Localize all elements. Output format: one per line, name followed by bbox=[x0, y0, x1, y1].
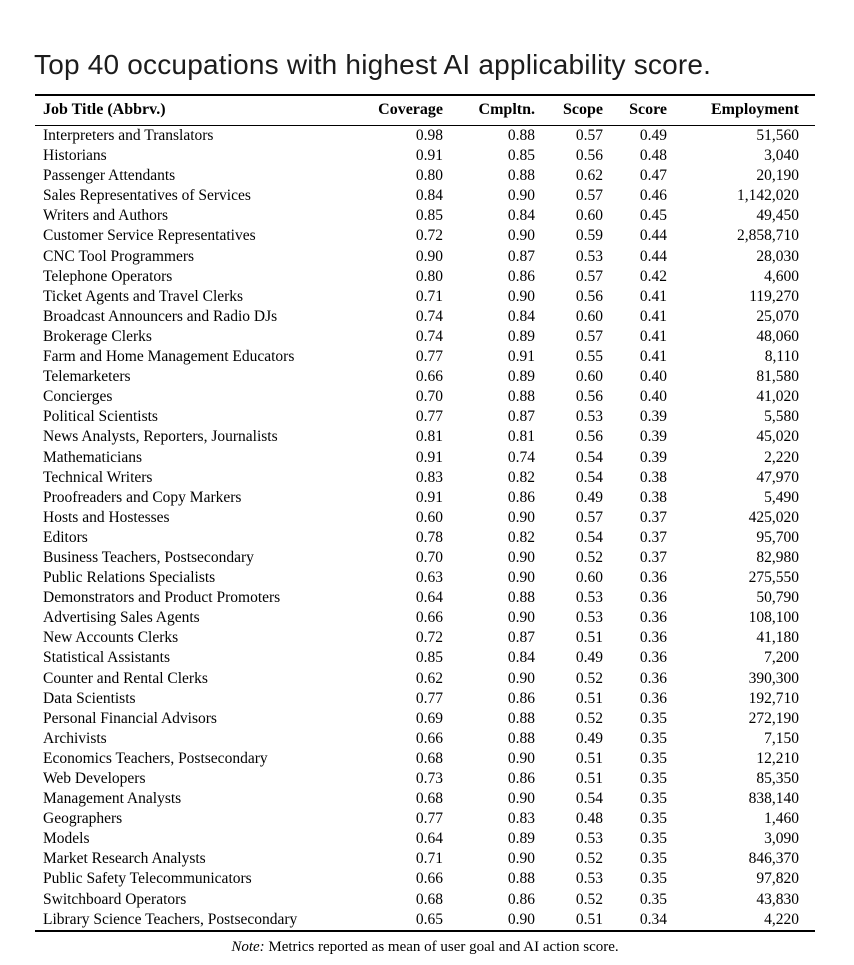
scope-cell: 0.56 bbox=[575, 287, 603, 305]
score-cell: 0.36 bbox=[639, 689, 667, 707]
scope-cell: 0.59 bbox=[575, 227, 603, 245]
scope-cell: 0.53 bbox=[575, 870, 603, 888]
score-cell: 0.48 bbox=[639, 147, 667, 165]
coverage-cell: 0.66 bbox=[415, 729, 443, 747]
coverage-cell: 0.91 bbox=[415, 448, 443, 466]
score-cell: 0.47 bbox=[639, 167, 667, 185]
scope-cell: 0.60 bbox=[575, 207, 603, 225]
cmpltn-cell: 0.86 bbox=[507, 689, 535, 707]
coverage-cell: 0.78 bbox=[415, 528, 443, 546]
job-title-cell: Business Teachers, Postsecondary bbox=[43, 548, 254, 566]
score-cell: 0.41 bbox=[639, 287, 667, 305]
scope-cell: 0.53 bbox=[575, 408, 603, 426]
occupations-table bbox=[35, 94, 815, 932]
coverage-cell: 0.68 bbox=[415, 890, 443, 908]
cmpltn-cell: 0.90 bbox=[507, 227, 535, 245]
score-cell: 0.36 bbox=[639, 649, 667, 667]
table-row bbox=[35, 709, 815, 729]
table-row bbox=[35, 186, 815, 206]
cmpltn-cell: 0.89 bbox=[507, 327, 535, 345]
score-cell: 0.44 bbox=[639, 227, 667, 245]
coverage-cell: 0.77 bbox=[415, 408, 443, 426]
cmpltn-cell: 0.86 bbox=[507, 488, 535, 506]
score-cell: 0.35 bbox=[639, 890, 667, 908]
score-cell: 0.35 bbox=[639, 749, 667, 767]
employment-cell: 41,180 bbox=[756, 629, 799, 647]
employment-cell: 838,140 bbox=[748, 790, 799, 808]
score-cell: 0.39 bbox=[639, 448, 667, 466]
table-row bbox=[35, 588, 815, 608]
score-cell: 0.36 bbox=[639, 629, 667, 647]
cmpltn-cell: 0.88 bbox=[507, 167, 535, 185]
score-cell: 0.41 bbox=[639, 327, 667, 345]
coverage-cell: 0.98 bbox=[415, 127, 443, 144]
table-row bbox=[35, 508, 815, 528]
job-title-cell: Editors bbox=[43, 528, 88, 546]
employment-cell: 20,190 bbox=[756, 167, 799, 185]
scope-cell: 0.51 bbox=[575, 689, 603, 707]
table-body bbox=[35, 126, 815, 931]
score-cell: 0.40 bbox=[639, 368, 667, 386]
note-prefix: Note: bbox=[231, 938, 269, 955]
table-row bbox=[35, 769, 815, 789]
job-title-cell: Proofreaders and Copy Markers bbox=[43, 488, 242, 506]
scope-cell: 0.57 bbox=[575, 327, 603, 345]
table-row bbox=[35, 247, 815, 267]
scope-cell: 0.56 bbox=[575, 147, 603, 165]
cmpltn-cell: 0.90 bbox=[507, 749, 535, 767]
score-cell: 0.35 bbox=[639, 870, 667, 888]
job-title-cell: Mathematicians bbox=[43, 448, 142, 466]
employment-cell: 7,200 bbox=[764, 649, 799, 667]
employment-cell: 45,020 bbox=[756, 428, 799, 446]
table-row bbox=[35, 669, 815, 689]
job-title-cell: Counter and Rental Clerks bbox=[43, 669, 208, 687]
table-row bbox=[35, 890, 815, 910]
scope-cell: 0.52 bbox=[575, 890, 603, 908]
table-note bbox=[35, 939, 815, 956]
col-header-score: Score bbox=[603, 95, 667, 126]
table-row bbox=[35, 166, 815, 186]
scope-cell: 0.51 bbox=[575, 749, 603, 767]
cmpltn-cell: 0.90 bbox=[507, 609, 535, 627]
coverage-cell: 0.66 bbox=[415, 609, 443, 627]
coverage-cell: 0.77 bbox=[415, 689, 443, 707]
table-row bbox=[35, 749, 815, 769]
score-cell: 0.36 bbox=[639, 609, 667, 627]
score-cell: 0.36 bbox=[639, 589, 667, 607]
scope-cell: 0.52 bbox=[575, 548, 603, 566]
employment-cell: 50,790 bbox=[756, 589, 799, 607]
table-row bbox=[35, 427, 815, 447]
cmpltn-cell: 0.91 bbox=[507, 348, 535, 366]
job-title-cell: News Analysts, Reporters, Journalists bbox=[43, 428, 278, 446]
employment-cell: 49,450 bbox=[756, 207, 799, 225]
table-row bbox=[35, 689, 815, 709]
job-title-cell: Library Science Teachers, Postsecondary bbox=[43, 910, 298, 928]
score-cell: 0.35 bbox=[639, 810, 667, 828]
cmpltn-cell: 0.89 bbox=[507, 830, 535, 848]
cmpltn-cell: 0.82 bbox=[507, 468, 535, 486]
score-cell: 0.38 bbox=[639, 488, 667, 506]
scope-cell: 0.52 bbox=[575, 709, 603, 727]
employment-cell: 390,300 bbox=[748, 669, 799, 687]
table-row bbox=[35, 568, 815, 588]
employment-cell: 85,350 bbox=[756, 770, 799, 787]
job-title-cell: Ticket Agents and Travel Clerks bbox=[43, 287, 244, 305]
coverage-cell: 0.74 bbox=[415, 307, 443, 325]
table-row bbox=[35, 809, 815, 829]
score-cell: 0.36 bbox=[639, 569, 667, 587]
note-text: Metrics reported as mean of user goal and AI action score. bbox=[268, 938, 619, 955]
employment-cell: 43,830 bbox=[756, 890, 799, 908]
coverage-cell: 0.68 bbox=[415, 749, 443, 767]
scope-cell: 0.54 bbox=[575, 790, 603, 808]
scope-cell: 0.54 bbox=[575, 468, 603, 486]
job-title-cell: Web Developers bbox=[43, 770, 146, 787]
header-row bbox=[35, 95, 815, 126]
score-cell: 0.36 bbox=[639, 669, 667, 687]
table-header bbox=[35, 95, 815, 126]
employment-cell: 272,190 bbox=[748, 709, 799, 727]
coverage-cell: 0.60 bbox=[415, 508, 443, 526]
table-row bbox=[35, 407, 815, 427]
score-cell: 0.42 bbox=[639, 267, 667, 285]
job-title-cell: Demonstrators and Product Promoters bbox=[43, 589, 281, 607]
score-cell: 0.35 bbox=[639, 770, 667, 787]
cmpltn-cell: 0.90 bbox=[507, 569, 535, 587]
job-title-cell: Writers and Authors bbox=[43, 207, 169, 225]
coverage-cell: 0.91 bbox=[415, 488, 443, 506]
coverage-cell: 0.70 bbox=[415, 388, 443, 406]
table-row bbox=[35, 729, 815, 749]
scope-cell: 0.51 bbox=[575, 770, 603, 787]
coverage-cell: 0.66 bbox=[415, 368, 443, 386]
score-cell: 0.40 bbox=[639, 388, 667, 406]
table-row bbox=[35, 287, 815, 307]
cmpltn-cell: 0.89 bbox=[507, 368, 535, 386]
scope-cell: 0.60 bbox=[575, 569, 603, 587]
coverage-cell: 0.85 bbox=[415, 207, 443, 225]
employment-cell: 82,980 bbox=[756, 548, 799, 566]
coverage-cell: 0.68 bbox=[415, 790, 443, 808]
employment-cell: 8,110 bbox=[764, 348, 799, 366]
coverage-cell: 0.85 bbox=[415, 649, 443, 667]
score-cell: 0.49 bbox=[639, 127, 667, 144]
job-title-cell: CNC Tool Programmers bbox=[43, 247, 195, 265]
employment-cell: 1,460 bbox=[764, 810, 799, 828]
score-cell: 0.35 bbox=[639, 830, 667, 848]
cmpltn-cell: 0.86 bbox=[507, 267, 535, 285]
table-row bbox=[35, 387, 815, 407]
col-header-cmpltn: Cmpltn. bbox=[443, 95, 535, 126]
cmpltn-cell: 0.74 bbox=[507, 448, 535, 466]
employment-cell: 48,060 bbox=[756, 327, 799, 345]
cmpltn-cell: 0.88 bbox=[507, 589, 535, 607]
scope-cell: 0.54 bbox=[575, 528, 603, 546]
table-row bbox=[35, 206, 815, 226]
score-cell: 0.35 bbox=[639, 709, 667, 727]
scope-cell: 0.56 bbox=[575, 428, 603, 446]
score-cell: 0.41 bbox=[639, 307, 667, 325]
table-row bbox=[35, 468, 815, 488]
cmpltn-cell: 0.90 bbox=[507, 548, 535, 566]
job-title-cell: Historians bbox=[43, 147, 107, 165]
cmpltn-cell: 0.88 bbox=[507, 709, 535, 727]
col-header-employment: Employment bbox=[667, 95, 815, 126]
table-row bbox=[35, 608, 815, 628]
cmpltn-cell: 0.87 bbox=[507, 408, 535, 426]
employment-cell: 7,150 bbox=[764, 729, 799, 747]
employment-cell: 275,550 bbox=[748, 569, 799, 587]
coverage-cell: 0.80 bbox=[415, 267, 443, 285]
employment-cell: 97,820 bbox=[756, 870, 799, 888]
job-title-cell: Interpreters and Translators bbox=[43, 127, 214, 144]
coverage-cell: 0.62 bbox=[415, 669, 443, 687]
job-title-cell: Models bbox=[43, 830, 90, 848]
scope-cell: 0.51 bbox=[575, 629, 603, 647]
job-title-cell: Data Scientists bbox=[43, 689, 136, 707]
table-row bbox=[35, 226, 815, 246]
coverage-cell: 0.63 bbox=[415, 569, 443, 587]
scope-cell: 0.54 bbox=[575, 448, 603, 466]
table-row bbox=[35, 789, 815, 809]
cmpltn-cell: 0.81 bbox=[507, 428, 535, 446]
scope-cell: 0.56 bbox=[575, 388, 603, 406]
employment-cell: 1,142,020 bbox=[737, 187, 799, 205]
scope-cell: 0.52 bbox=[575, 850, 603, 868]
col-header-coverage: Coverage bbox=[345, 95, 443, 126]
table-row bbox=[35, 448, 815, 468]
job-title-cell: Broadcast Announcers and Radio DJs bbox=[43, 307, 278, 325]
coverage-cell: 0.77 bbox=[415, 348, 443, 366]
cmpltn-cell: 0.86 bbox=[507, 770, 535, 787]
cmpltn-cell: 0.90 bbox=[507, 790, 535, 808]
scope-cell: 0.57 bbox=[575, 508, 603, 526]
score-cell: 0.44 bbox=[639, 247, 667, 265]
table-row bbox=[35, 548, 815, 568]
coverage-cell: 0.74 bbox=[415, 327, 443, 345]
scope-cell: 0.53 bbox=[575, 247, 603, 265]
employment-cell: 12,210 bbox=[756, 749, 799, 767]
scope-cell: 0.52 bbox=[575, 669, 603, 687]
employment-cell: 4,220 bbox=[764, 910, 799, 928]
cmpltn-cell: 0.82 bbox=[507, 528, 535, 546]
employment-cell: 3,090 bbox=[764, 830, 799, 848]
scope-cell: 0.55 bbox=[575, 348, 603, 366]
employment-cell: 3,040 bbox=[764, 147, 799, 165]
cmpltn-cell: 0.84 bbox=[507, 207, 535, 225]
cmpltn-cell: 0.90 bbox=[507, 508, 535, 526]
employment-cell: 5,580 bbox=[764, 408, 799, 426]
coverage-cell: 0.71 bbox=[415, 287, 443, 305]
coverage-cell: 0.69 bbox=[415, 709, 443, 727]
job-title-cell: Concierges bbox=[43, 388, 113, 406]
score-cell: 0.39 bbox=[639, 408, 667, 426]
cmpltn-cell: 0.90 bbox=[507, 669, 535, 687]
score-cell: 0.35 bbox=[639, 790, 667, 808]
table-row bbox=[35, 327, 815, 347]
scope-cell: 0.49 bbox=[575, 649, 603, 667]
cmpltn-cell: 0.88 bbox=[507, 127, 535, 144]
table-row bbox=[35, 528, 815, 548]
score-cell: 0.37 bbox=[639, 528, 667, 546]
job-title-cell: Advertising Sales Agents bbox=[43, 609, 200, 627]
table-row bbox=[35, 307, 815, 327]
job-title-cell: Political Scientists bbox=[43, 408, 158, 426]
score-cell: 0.46 bbox=[639, 187, 667, 205]
job-title-cell: Passenger Attendants bbox=[43, 167, 176, 185]
coverage-cell: 0.77 bbox=[415, 810, 443, 828]
job-title-cell: Public Relations Specialists bbox=[43, 569, 216, 587]
job-title-cell: Sales Representatives of Services bbox=[43, 187, 251, 205]
scope-cell: 0.49 bbox=[575, 729, 603, 747]
coverage-cell: 0.73 bbox=[415, 770, 443, 787]
coverage-cell: 0.64 bbox=[415, 589, 443, 607]
col-header-job-title: Job Title (Abbrv.) bbox=[35, 95, 345, 126]
cmpltn-cell: 0.88 bbox=[507, 729, 535, 747]
employment-cell: 81,580 bbox=[756, 368, 799, 386]
coverage-cell: 0.91 bbox=[415, 147, 443, 165]
coverage-cell: 0.64 bbox=[415, 830, 443, 848]
coverage-cell: 0.65 bbox=[415, 910, 443, 928]
job-title-cell: Archivists bbox=[43, 729, 107, 747]
table-row bbox=[35, 126, 815, 147]
score-cell: 0.35 bbox=[639, 850, 667, 868]
scope-cell: 0.51 bbox=[575, 910, 603, 928]
cmpltn-cell: 0.90 bbox=[507, 287, 535, 305]
job-title-cell: Hosts and Hostesses bbox=[43, 508, 170, 526]
employment-cell: 2,220 bbox=[764, 448, 799, 466]
table-row bbox=[35, 869, 815, 889]
job-title-cell: Switchboard Operators bbox=[43, 890, 187, 908]
employment-cell: 4,600 bbox=[764, 267, 799, 285]
employment-cell: 25,070 bbox=[756, 307, 799, 325]
cmpltn-cell: 0.90 bbox=[507, 187, 535, 205]
employment-cell: 28,030 bbox=[756, 247, 799, 265]
table-row bbox=[35, 628, 815, 648]
cmpltn-cell: 0.87 bbox=[507, 629, 535, 647]
table-row bbox=[35, 488, 815, 508]
job-title-cell: New Accounts Clerks bbox=[43, 629, 179, 647]
job-title-cell: Telephone Operators bbox=[43, 267, 173, 285]
coverage-cell: 0.72 bbox=[415, 629, 443, 647]
table-row bbox=[35, 146, 815, 166]
score-cell: 0.38 bbox=[639, 468, 667, 486]
scope-cell: 0.62 bbox=[575, 167, 603, 185]
score-cell: 0.34 bbox=[639, 910, 667, 928]
table-row bbox=[35, 347, 815, 367]
cmpltn-cell: 0.90 bbox=[507, 850, 535, 868]
table-row bbox=[35, 910, 815, 931]
job-title-cell: Customer Service Representatives bbox=[43, 227, 256, 245]
coverage-cell: 0.66 bbox=[415, 870, 443, 888]
score-cell: 0.41 bbox=[639, 348, 667, 366]
job-title-cell: Management Analysts bbox=[43, 790, 182, 808]
table-row bbox=[35, 267, 815, 287]
score-cell: 0.35 bbox=[639, 729, 667, 747]
page-title: Top 40 occupations with highest AI applicability score. bbox=[34, 49, 712, 80]
scope-cell: 0.57 bbox=[575, 127, 603, 144]
score-cell: 0.39 bbox=[639, 428, 667, 446]
employment-cell: 108,100 bbox=[748, 609, 799, 627]
scope-cell: 0.49 bbox=[575, 488, 603, 506]
scope-cell: 0.53 bbox=[575, 589, 603, 607]
scope-cell: 0.60 bbox=[575, 307, 603, 325]
coverage-cell: 0.72 bbox=[415, 227, 443, 245]
job-title-cell: Technical Writers bbox=[43, 468, 153, 486]
cmpltn-cell: 0.87 bbox=[507, 247, 535, 265]
scope-cell: 0.53 bbox=[575, 830, 603, 848]
table-row bbox=[35, 849, 815, 869]
job-title-cell: Personal Financial Advisors bbox=[43, 709, 217, 727]
scope-cell: 0.60 bbox=[575, 368, 603, 386]
score-cell: 0.45 bbox=[639, 207, 667, 225]
scope-cell: 0.53 bbox=[575, 609, 603, 627]
job-title-cell: Geographers bbox=[43, 810, 123, 828]
coverage-cell: 0.71 bbox=[415, 850, 443, 868]
score-cell: 0.37 bbox=[639, 548, 667, 566]
scope-cell: 0.57 bbox=[575, 187, 603, 205]
table-row bbox=[35, 367, 815, 387]
cmpltn-cell: 0.90 bbox=[507, 910, 535, 928]
cmpltn-cell: 0.84 bbox=[507, 307, 535, 325]
score-cell: 0.37 bbox=[639, 508, 667, 526]
employment-cell: 846,370 bbox=[748, 850, 799, 868]
job-title-cell: Statistical Assistants bbox=[43, 649, 171, 667]
coverage-cell: 0.80 bbox=[415, 167, 443, 185]
employment-cell: 192,710 bbox=[748, 689, 799, 707]
job-title-cell: Telemarketers bbox=[43, 368, 131, 386]
cmpltn-cell: 0.84 bbox=[507, 649, 535, 667]
coverage-cell: 0.83 bbox=[415, 468, 443, 486]
cmpltn-cell: 0.86 bbox=[507, 890, 535, 908]
job-title-cell: Farm and Home Management Educators bbox=[43, 348, 295, 366]
cmpltn-cell: 0.85 bbox=[507, 147, 535, 165]
coverage-cell: 0.81 bbox=[415, 428, 443, 446]
cmpltn-cell: 0.88 bbox=[507, 870, 535, 888]
employment-cell: 425,020 bbox=[748, 508, 799, 526]
scope-cell: 0.57 bbox=[575, 267, 603, 285]
job-title-cell: Public Safety Telecommunicators bbox=[43, 870, 252, 888]
col-header-scope: Scope bbox=[535, 95, 603, 126]
job-title-cell: Market Research Analysts bbox=[43, 850, 206, 868]
employment-cell: 5,490 bbox=[764, 488, 799, 506]
employment-cell: 41,020 bbox=[756, 388, 799, 406]
table-row bbox=[35, 648, 815, 668]
employment-cell: 51,560 bbox=[756, 127, 799, 144]
cmpltn-cell: 0.83 bbox=[507, 810, 535, 828]
employment-cell: 47,970 bbox=[756, 468, 799, 486]
employment-cell: 95,700 bbox=[756, 528, 799, 546]
employment-cell: 2,858,710 bbox=[737, 227, 799, 245]
scope-cell: 0.48 bbox=[575, 810, 603, 828]
table-row bbox=[35, 829, 815, 849]
job-title-cell: Brokerage Clerks bbox=[43, 327, 152, 345]
cmpltn-cell: 0.88 bbox=[507, 388, 535, 406]
coverage-cell: 0.70 bbox=[415, 548, 443, 566]
coverage-cell: 0.90 bbox=[415, 247, 443, 265]
job-title-cell: Economics Teachers, Postsecondary bbox=[43, 749, 268, 767]
coverage-cell: 0.84 bbox=[415, 187, 443, 205]
employment-cell: 119,270 bbox=[749, 287, 799, 305]
